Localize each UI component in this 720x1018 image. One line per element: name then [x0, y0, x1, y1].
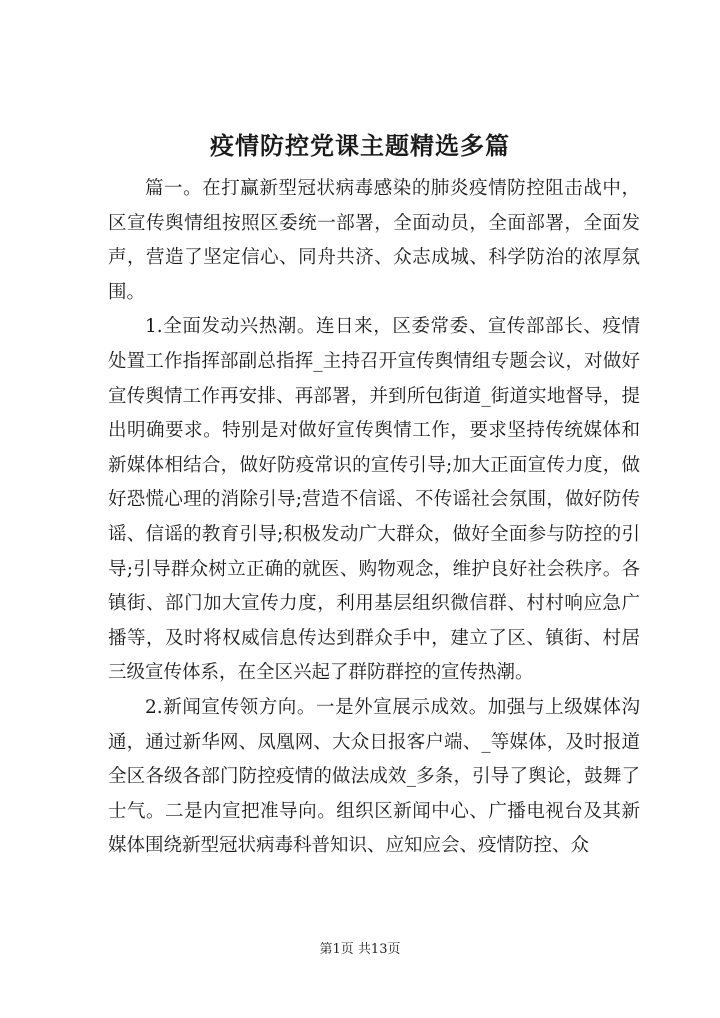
- page-number-footer: 第1页 共13页: [319, 942, 401, 957]
- document-body: [108, 172, 640, 864]
- paragraph-section-2: 2.新闻宣传领方向。一是外宣展示成效。加强与上级媒体沟通，通过新华网、凤凰网、大众日报客户端、_等媒体，及时报道全区各级各部门防控疫情的做法成效_多条，引导了舆论，鼓舞了士气。二是内宣把准导向。组织区新闻中心、广播电视台及其新媒体围绕新型冠状病毒科普知识、应知应会、疫情防控、众: [108, 696, 640, 857]
- paragraph-intro: 篇一。在打赢新型冠状病毒感染的肺炎疫情防控阻击战中，区宣传舆情组按照区委统一部署，全面动员，全面部署，全面发声，营造了坚定信心、同舟共济、众志成城、科学防治的浓厚氛围。: [108, 178, 640, 303]
- document-title: 疫情防控党课主题精选多篇: [210, 131, 510, 160]
- paragraph-section-1: 1.全面发动兴热潮。连日来，区委常委、宣传部部长、疫情处置工作指挥部副总指挥_主持召开宣传舆情组专题会议，对做好宣传舆情工作再安排、再部署，并到所包街道_街道实地督导，提出明确要求。特别是对做好宣传舆情工作，要求坚持传统媒体和新媒体相结合，做好防疫常识的宣传引导;加大正面宣传力度，做好恐慌心理的消除引导;营造不信谣、不传谣社会氛围，做好防传谣、信谣的教育引导;积极发动广大群众，做好全面参与防控的引导;引导群众树立正确的就医、购物观念，维护良好社会秩序。各镇街、部门加大宣传力度，利用基层组织微信群、村村响应急广播等，及时将权威信息传达到群众手中，建立了区、镇街、村居三级宣传体系，在全区兴起了群防群控的宣传热潮。: [108, 316, 640, 684]
